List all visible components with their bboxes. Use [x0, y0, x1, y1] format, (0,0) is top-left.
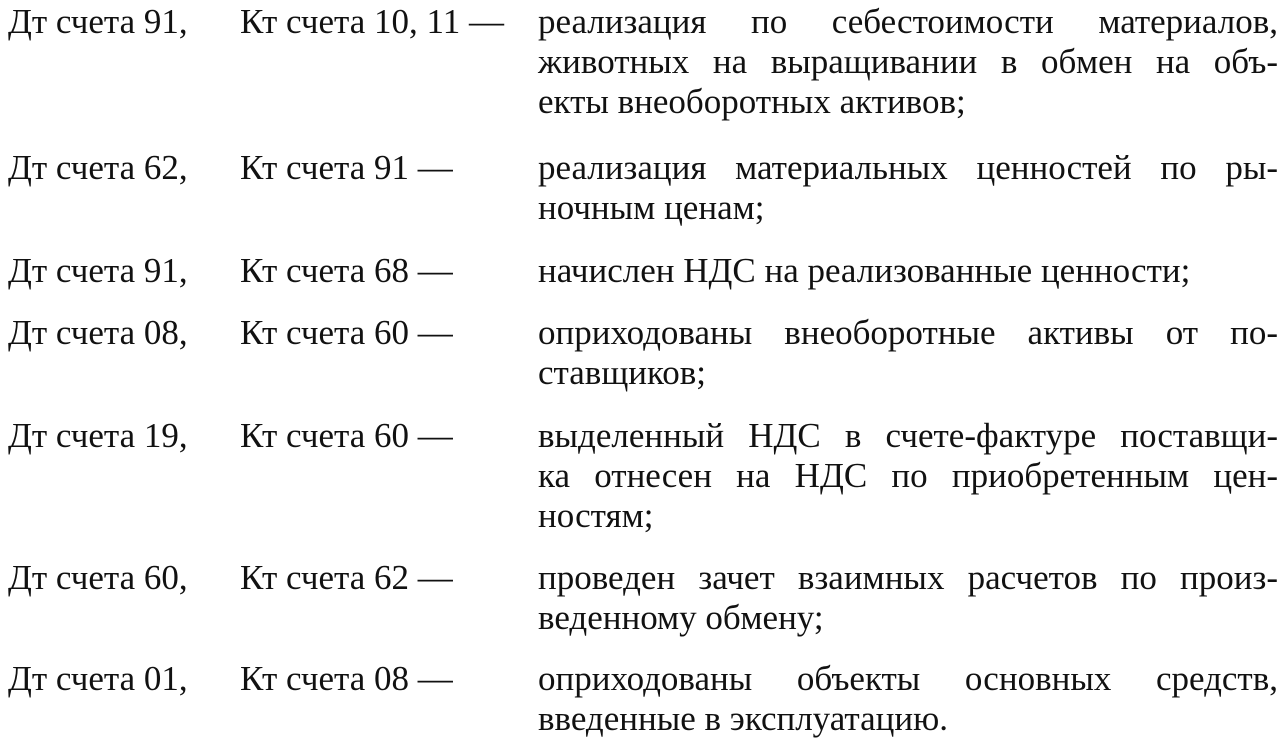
credit-account: Кт счета 08 — — [240, 659, 453, 698]
description-line: оприходованы внеоборотные активы от по- — [538, 313, 1278, 352]
description-line: реализация материальных ценностей по ры- — [538, 148, 1278, 187]
description-line: реализация по себестоимости материалов, — [538, 2, 1278, 41]
debit-account: Дт счета 91, — [8, 251, 188, 290]
credit-account: Кт счета 60 — — [240, 313, 453, 352]
description-line: выделенный НДС в счете-фактуре поставщи- — [538, 416, 1278, 455]
credit-account: Кт счета 62 — — [240, 558, 453, 597]
description-line: животных на выращивании в обмен на объ- — [538, 42, 1278, 81]
description-line: введенные в эксплуатацию. — [538, 699, 948, 738]
description-line: проведен зачет взаимных расчетов по произ- — [538, 558, 1278, 597]
credit-account: Кт счета 10, 11 — — [240, 2, 504, 41]
entry-description — [538, 313, 1278, 393]
description-line: ностям; — [538, 496, 654, 535]
credit-account: Кт счета 68 — — [240, 251, 453, 290]
description-line: начислен НДС на реализованные ценности; — [538, 251, 1191, 290]
entry-description — [538, 2, 1278, 122]
entry-description — [538, 659, 1278, 739]
debit-account: Дт счета 08, — [8, 313, 188, 352]
entry-description — [538, 558, 1278, 638]
debit-account: Дт счета 01, — [8, 659, 188, 698]
debit-account: Дт счета 62, — [8, 148, 188, 187]
credit-account: Кт счета 60 — — [240, 416, 453, 455]
credit-account: Кт счета 91 — — [240, 148, 453, 187]
description-line: ночным ценам; — [538, 188, 765, 227]
description-line: екты внеоборотных активов; — [538, 82, 966, 121]
description-line: веденному обмену; — [538, 598, 824, 637]
description-line: оприходованы объекты основных средств, — [538, 659, 1278, 698]
entry-description — [538, 148, 1278, 228]
debit-account: Дт счета 91, — [8, 2, 188, 41]
description-line: ставщиков; — [538, 353, 706, 392]
entry-description — [538, 416, 1278, 536]
debit-account: Дт счета 19, — [8, 416, 188, 455]
entry-description — [538, 251, 1278, 291]
description-line: ка отнесен на НДС по приобретенным цен- — [538, 456, 1278, 495]
debit-account: Дт счета 60, — [8, 558, 188, 597]
